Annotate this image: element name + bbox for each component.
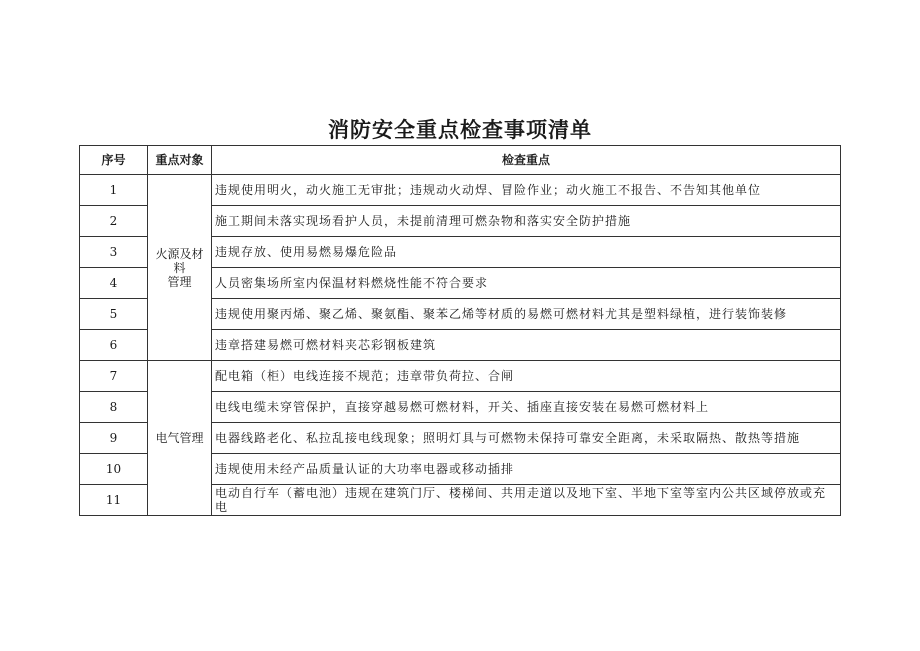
table-header-row <box>80 146 841 175</box>
category-cell-fire-materials <box>148 175 212 361</box>
category-label-line1: 电气管理 <box>155 431 204 445</box>
row-item: 违规使用明火，动火施工无审批；违规动火动焊、冒险作业；动火施工不报告、不告知其他单位 <box>212 175 841 206</box>
row-item: 违章搭建易燃可燃材料夹芯彩钢板建筑 <box>212 330 841 361</box>
document-title: 消防安全重点检查事项清单 <box>328 118 592 142</box>
header-item: 检查重点 <box>212 146 841 175</box>
category-cell-electrical <box>148 361 212 516</box>
row-item: 违规使用未经产品质量认证的大功率电器或移动插排 <box>212 454 841 485</box>
table-row <box>80 361 841 392</box>
row-num: 9 <box>80 423 148 454</box>
row-num: 8 <box>80 392 148 423</box>
row-num: 5 <box>80 299 148 330</box>
header-num: 序号 <box>80 146 148 175</box>
row-item: 电器线路老化、私拉乱接电线现象；照明灯具与可燃物未保持可靠安全距离，未采取隔热、散热等措施 <box>212 423 841 454</box>
row-num: 7 <box>80 361 148 392</box>
row-item: 人员密集场所室内保温材料燃烧性能不符合要求 <box>212 268 841 299</box>
row-num: 10 <box>80 454 148 485</box>
row-item: 违规使用聚丙烯、聚乙烯、聚氨酯、聚苯乙烯等材质的易燃可燃材料尤其是塑料绿植，进行装饰装修 <box>212 299 841 330</box>
row-item: 电线电缆未穿管保护，直接穿越易燃可燃材料，开关、插座直接安装在易燃可燃材料上 <box>212 392 841 423</box>
category-label-line1: 火源及材料 <box>155 246 204 275</box>
row-item: 配电箱（柜）电线连接不规范；违章带负荷拉、合闸 <box>212 361 841 392</box>
row-item: 电动自行车（蓄电池）违规在建筑门厅、楼梯间、共用走道以及地下室、半地下室等室内公共区域停放或充电 <box>212 485 841 516</box>
row-item: 违规存放、使用易燃易爆危险品 <box>212 237 841 268</box>
row-num: 2 <box>80 206 148 237</box>
header-category: 重点对象 <box>148 146 212 175</box>
checklist-table <box>79 145 841 516</box>
row-num: 4 <box>80 268 148 299</box>
row-item: 施工期间未落实现场看护人员，未提前清理可燃杂物和落实安全防护措施 <box>212 206 841 237</box>
row-num: 11 <box>80 485 148 516</box>
row-num: 1 <box>80 175 148 206</box>
table-row <box>80 175 841 206</box>
row-num: 3 <box>80 237 148 268</box>
category-label-line2: 管理 <box>167 274 192 289</box>
row-num: 6 <box>80 330 148 361</box>
